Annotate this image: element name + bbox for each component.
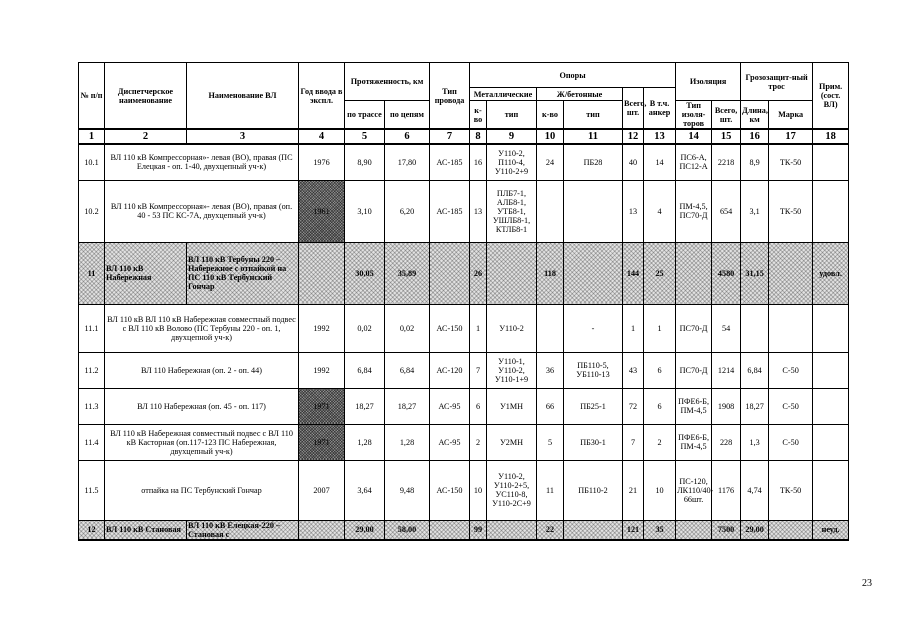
cell-n: 10.1	[79, 144, 105, 180]
cell-mt: У110-1, У110-2, У110-1+9	[487, 352, 537, 388]
group-cell-chain: 58,00	[385, 520, 430, 540]
group-cell-total: 144	[623, 242, 644, 304]
cell-gmark: ТК-50	[769, 180, 813, 242]
cell-gmark: С-50	[769, 388, 813, 424]
cell-chain: 0,02	[385, 304, 430, 352]
group-cell-note: неуд.	[813, 520, 849, 540]
cell-chain: 17,80	[385, 144, 430, 180]
cell-note	[813, 460, 849, 520]
group-cell-empty	[564, 520, 623, 540]
hdr-note: Прим. (сост. ВЛ)	[813, 63, 849, 130]
cell-note	[813, 352, 849, 388]
cell-gmark	[769, 304, 813, 352]
cell-mq: 1	[470, 304, 487, 352]
cell-cq: 11	[537, 460, 564, 520]
cell-note	[813, 180, 849, 242]
hdr-len-chain: по цепям	[385, 101, 430, 130]
cell-year: 1971	[299, 424, 345, 460]
table-row	[79, 424, 849, 460]
cell-chain: 18,27	[385, 388, 430, 424]
hdr-metal-qty: к-во	[470, 101, 487, 130]
cell-itype: ПС70-Д	[676, 304, 712, 352]
cell-note	[813, 144, 849, 180]
group-cell-glen: 29,00	[741, 520, 769, 540]
cell-year: 1961	[299, 180, 345, 242]
cell-wire: АС-185	[430, 180, 470, 242]
cell-ct: -	[564, 304, 623, 352]
cell-glen	[741, 304, 769, 352]
cell-chain: 9,48	[385, 460, 430, 520]
hdr-concrete-type: тип	[564, 101, 623, 130]
group-row	[79, 520, 849, 540]
cell-total: 7	[623, 424, 644, 460]
page-number: 23	[862, 578, 872, 589]
cell-glen: 18,27	[741, 388, 769, 424]
cell-chain: 6,84	[385, 352, 430, 388]
cell-gmark: ТК-50	[769, 144, 813, 180]
group-cell-empty	[676, 520, 712, 540]
cell-route: 3,10	[345, 180, 385, 242]
table-body	[79, 144, 849, 540]
cell-total: 1	[623, 304, 644, 352]
hdr-ins-total: Всего, шт.	[712, 101, 741, 130]
cell-itotal: 1214	[712, 352, 741, 388]
group-cell-total: 121	[623, 520, 644, 540]
cell-ct: ПБ110-2	[564, 460, 623, 520]
cell-name: ВЛ 110 кВ Компрессорная»- левая (ВО), правая (оп. 40 - 53 ПС КС-7А, двухцепный уч-к)	[105, 180, 299, 242]
column-number: 9	[487, 129, 537, 144]
group-cell-n: 12	[79, 520, 105, 540]
cell-anchor: 14	[644, 144, 676, 180]
hdr-ground: Грозозащит-ный трос	[741, 63, 813, 101]
group-cell-empty	[487, 242, 537, 304]
hdr-disp: Диспетчерское наименование	[105, 63, 187, 130]
group-cell-route: 29,00	[345, 520, 385, 540]
column-number: 16	[741, 129, 769, 144]
group-cell-note: удовл.	[813, 242, 849, 304]
group-cell-cq: 118	[537, 242, 564, 304]
column-number-row	[79, 129, 849, 144]
cell-gmark: ТК-50	[769, 460, 813, 520]
table-row	[79, 144, 849, 180]
cell-cq	[537, 180, 564, 242]
cell-mq: 16	[470, 144, 487, 180]
cell-name: ВЛ 110 кВ Набережная совместный подвес с ВЛ 110 кВ Касторная (оп.117-123 ПС Набережная, двухцепный уч-к)	[105, 424, 299, 460]
cell-total: 13	[623, 180, 644, 242]
cell-route: 0,02	[345, 304, 385, 352]
cell-gmark: С-50	[769, 352, 813, 388]
column-number: 4	[299, 129, 345, 144]
cell-ct: ПБ110-5, УБ110-13	[564, 352, 623, 388]
column-number: 8	[470, 129, 487, 144]
cell-mq: 2	[470, 424, 487, 460]
cell-itype: ПФЕ6-Б, ПМ-4,5	[676, 424, 712, 460]
hdr-length: Протяженность, км	[345, 63, 430, 101]
cell-itotal: 1176	[712, 460, 741, 520]
group-cell-empty	[769, 520, 813, 540]
cell-year: 1976	[299, 144, 345, 180]
cell-mt: У1МН	[487, 388, 537, 424]
cell-wire: АС-95	[430, 424, 470, 460]
hdr-total: Всего, шт.	[623, 88, 644, 130]
group-cell-name: ВЛ 110 кВ Тербуны 220 – Набережное с отпайкой на ПС 110 кВ Тербунский Гончар	[187, 242, 299, 304]
column-number: 14	[676, 129, 712, 144]
cell-itotal: 228	[712, 424, 741, 460]
hdr-insulation: Изоляция	[676, 63, 741, 101]
cell-itotal: 54	[712, 304, 741, 352]
cell-wire: АС-95	[430, 388, 470, 424]
cell-total: 21	[623, 460, 644, 520]
cell-mq: 6	[470, 388, 487, 424]
group-cell-empty	[564, 242, 623, 304]
cell-gmark: С-50	[769, 424, 813, 460]
hdr-supports: Опоры	[470, 63, 676, 88]
cell-mq: 7	[470, 352, 487, 388]
group-cell-empty	[299, 520, 345, 540]
hdr-year: Год ввода в экспл.	[299, 63, 345, 130]
column-number: 5	[345, 129, 385, 144]
cell-n: 11.2	[79, 352, 105, 388]
cell-chain: 6,20	[385, 180, 430, 242]
column-number: 1	[79, 129, 105, 144]
group-cell-n: 11	[79, 242, 105, 304]
cell-anchor: 6	[644, 388, 676, 424]
cell-mq: 10	[470, 460, 487, 520]
hdr-name: Наименование ВЛ	[187, 63, 299, 130]
group-cell-itotal: 4580	[712, 242, 741, 304]
column-number: 3	[187, 129, 299, 144]
cell-name: ВЛ 110 кВ ВЛ 110 кВ Набережная совместный подвес с ВЛ 110 кВ Волово (ПС Тербуны 220 - оп. 1, двухцепной уч-к)	[105, 304, 299, 352]
cell-n: 11.4	[79, 424, 105, 460]
hdr-len-route: по трассе	[345, 101, 385, 130]
cell-name: ВЛ 110 Набережная (оп. 45 - оп. 117)	[105, 388, 299, 424]
cell-cq: 66	[537, 388, 564, 424]
table-row	[79, 388, 849, 424]
group-cell-disp: ВЛ 110 кВ Набережная	[105, 242, 187, 304]
cell-ct: ПБ28	[564, 144, 623, 180]
cell-cq: 24	[537, 144, 564, 180]
cell-n: 11.3	[79, 388, 105, 424]
cell-anchor: 6	[644, 352, 676, 388]
group-cell-route: 30,05	[345, 242, 385, 304]
column-number: 12	[623, 129, 644, 144]
column-number: 18	[813, 129, 849, 144]
cell-itype: ПМ-4,5, ПС70-Д	[676, 180, 712, 242]
column-number: 11	[564, 129, 623, 144]
cell-wire: АС-120	[430, 352, 470, 388]
group-cell-glen: 31,15	[741, 242, 769, 304]
cell-glen: 6,84	[741, 352, 769, 388]
group-cell-chain: 35,89	[385, 242, 430, 304]
cell-itotal: 2218	[712, 144, 741, 180]
cell-anchor: 10	[644, 460, 676, 520]
group-cell-mq: 26	[470, 242, 487, 304]
cell-n: 10.2	[79, 180, 105, 242]
cell-year: 1971	[299, 388, 345, 424]
cell-glen: 1,3	[741, 424, 769, 460]
group-cell-empty	[769, 242, 813, 304]
cell-chain: 1,28	[385, 424, 430, 460]
hdr-ins-type: Тип изоля-торов	[676, 101, 712, 130]
power-lines-table	[78, 62, 849, 541]
cell-mt: ПЛБ7-1, АЛБ8-1, УТБ8-1, УШЛБ8-1, КТЛБ8-1	[487, 180, 537, 242]
cell-mt: У110-2	[487, 304, 537, 352]
column-number: 7	[430, 129, 470, 144]
cell-itype: ПС-120, ЛК110/40-66шт.	[676, 460, 712, 520]
cell-ct	[564, 180, 623, 242]
group-cell-itotal: 7500	[712, 520, 741, 540]
cell-glen: 4,74	[741, 460, 769, 520]
cell-glen: 3,1	[741, 180, 769, 242]
cell-itype: ПФЕ6-Б, ПМ-4,5	[676, 388, 712, 424]
cell-name: ВЛ 110 Набережная (оп. 2 - оп. 44)	[105, 352, 299, 388]
cell-year: 1992	[299, 304, 345, 352]
group-cell-empty	[676, 242, 712, 304]
cell-total: 40	[623, 144, 644, 180]
table-row	[79, 304, 849, 352]
cell-anchor: 1	[644, 304, 676, 352]
column-number: 17	[769, 129, 813, 144]
cell-itotal: 1908	[712, 388, 741, 424]
cell-itype: ПС70-Д	[676, 352, 712, 388]
cell-name: ВЛ 110 кВ Компрессорная»- левая (ВО), правая (ПС Елецкая - оп. 1-40, двухцепный уч-к)	[105, 144, 299, 180]
cell-total: 43	[623, 352, 644, 388]
group-cell-cq: 22	[537, 520, 564, 540]
cell-ct: ПБ25-1	[564, 388, 623, 424]
cell-total: 72	[623, 388, 644, 424]
hdr-metal-type: тип	[487, 101, 537, 130]
hdr-concrete-qty: к-во	[537, 101, 564, 130]
group-cell-empty	[299, 242, 345, 304]
data-sheet	[78, 62, 849, 541]
cell-route: 8,90	[345, 144, 385, 180]
hdr-concrete: Ж/бетонные	[537, 88, 623, 101]
group-cell-anchor: 35	[644, 520, 676, 540]
cell-itype: ПС6-А, ПС12-А	[676, 144, 712, 180]
column-number: 6	[385, 129, 430, 144]
cell-wire: АС-150	[430, 304, 470, 352]
cell-route: 18,27	[345, 388, 385, 424]
cell-ct: ПБ30-1	[564, 424, 623, 460]
cell-cq: 5	[537, 424, 564, 460]
hdr-anchor: В т.ч. анкер	[644, 88, 676, 130]
group-row	[79, 242, 849, 304]
cell-anchor: 4	[644, 180, 676, 242]
group-cell-empty	[430, 520, 470, 540]
cell-wire: АС-185	[430, 144, 470, 180]
column-number: 10	[537, 129, 564, 144]
cell-note	[813, 388, 849, 424]
group-cell-empty	[487, 520, 537, 540]
table-row	[79, 460, 849, 520]
cell-mt: У110-2, У110-2+5, УС110-8, У110-2С+9	[487, 460, 537, 520]
cell-n: 11.5	[79, 460, 105, 520]
column-number: 13	[644, 129, 676, 144]
cell-route: 6,84	[345, 352, 385, 388]
cell-mt: У2МН	[487, 424, 537, 460]
cell-year: 2007	[299, 460, 345, 520]
group-cell-mq: 99	[470, 520, 487, 540]
cell-name: отпайка на ПС Тербунский Гончар	[105, 460, 299, 520]
table-row	[79, 352, 849, 388]
column-number: 15	[712, 129, 741, 144]
cell-cq: 36	[537, 352, 564, 388]
hdr-wire: Тип провода	[430, 63, 470, 130]
cell-year: 1992	[299, 352, 345, 388]
hdr-ground-len: Длина, км	[741, 101, 769, 130]
group-cell-name: ВЛ 110 кВ Елецкая-220 – Становая с	[187, 520, 299, 540]
cell-route: 3,64	[345, 460, 385, 520]
cell-note	[813, 304, 849, 352]
cell-n: 11.1	[79, 304, 105, 352]
cell-note	[813, 424, 849, 460]
cell-cq	[537, 304, 564, 352]
cell-mt: У110-2, П110-4, У110-2+9	[487, 144, 537, 180]
table-row	[79, 180, 849, 242]
cell-glen: 8,9	[741, 144, 769, 180]
column-number: 2	[105, 129, 187, 144]
cell-anchor: 2	[644, 424, 676, 460]
cell-wire: АС-150	[430, 460, 470, 520]
hdr-metal: Металлические	[470, 88, 537, 101]
hdr-ground-mark: Марка	[769, 101, 813, 130]
cell-route: 1,28	[345, 424, 385, 460]
hdr-n: № п/п	[79, 63, 105, 130]
group-cell-disp: ВЛ 110 кВ Становая	[105, 520, 187, 540]
cell-itotal: 654	[712, 180, 741, 242]
group-cell-empty	[430, 242, 470, 304]
cell-mq: 13	[470, 180, 487, 242]
group-cell-anchor: 25	[644, 242, 676, 304]
